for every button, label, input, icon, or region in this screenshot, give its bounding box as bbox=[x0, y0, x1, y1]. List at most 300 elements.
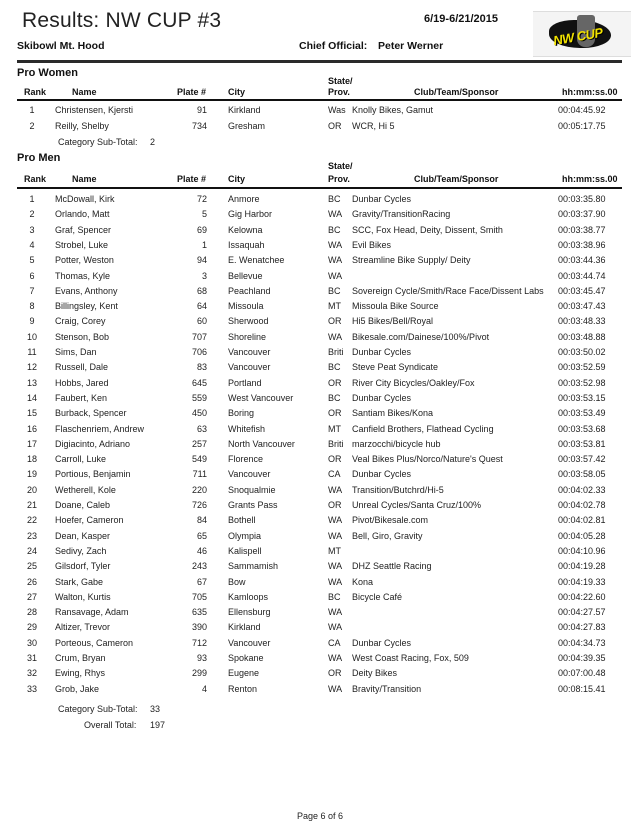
cell-plate: 712 bbox=[191, 637, 207, 648]
cell-name: Graf, Spencer bbox=[55, 224, 112, 235]
cell-city: Renton bbox=[228, 683, 258, 694]
cell-time: 00:03:52.98 bbox=[558, 377, 606, 388]
cell-name: Russell, Dale bbox=[55, 362, 109, 373]
cell-club: Veal Bikes Plus/Norco/Nature's Quest bbox=[352, 454, 503, 465]
venue: Skibowl Mt. Hood bbox=[17, 40, 105, 52]
cell-prov: WA bbox=[328, 239, 343, 250]
cell-name: Craig, Corey bbox=[55, 316, 106, 327]
cell-name: Stark, Gabe bbox=[55, 576, 104, 587]
cell-rank: 29 bbox=[26, 622, 37, 633]
cell-prov: BC bbox=[328, 392, 341, 403]
subtotal-label-pro-men: Category Sub-Total: bbox=[58, 704, 138, 714]
cell-time: 00:03:44.36 bbox=[558, 255, 606, 266]
cell-time: 00:03:44.74 bbox=[558, 270, 606, 281]
cell-club: Dunbar Cycles bbox=[352, 194, 412, 204]
cell-city: Kalispell bbox=[228, 545, 262, 556]
table-row bbox=[0, 546, 640, 562]
cell-prov: Briti bbox=[328, 438, 344, 449]
cell-club: Streamline Bike Supply/ Deity bbox=[352, 255, 471, 266]
cell-plate: 257 bbox=[191, 438, 207, 449]
cell-prov: WA bbox=[328, 270, 343, 281]
cell-plate: 4 bbox=[201, 683, 207, 694]
cell-plate: 1 bbox=[201, 239, 207, 250]
cell-prov: BC bbox=[328, 591, 341, 602]
cell-plate: 68 bbox=[196, 285, 207, 296]
cell-plate: 726 bbox=[191, 500, 207, 510]
cell-club: SCC, Fox Head, Deity, Dissent, Smith bbox=[352, 224, 503, 235]
cell-plate: 65 bbox=[196, 530, 207, 541]
table-row bbox=[0, 577, 640, 593]
cell-time: 00:04:05.28 bbox=[558, 530, 606, 541]
col-city: City bbox=[228, 87, 246, 97]
cell-prov: MT bbox=[328, 545, 341, 556]
col-rank: Rank bbox=[24, 87, 47, 97]
cell-plate: 390 bbox=[191, 622, 207, 633]
col-plate: Plate # bbox=[177, 87, 207, 97]
cell-city: Gig Harbor bbox=[228, 209, 273, 220]
cell-city: Bellevue bbox=[228, 270, 263, 281]
cell-rank: 2 bbox=[29, 209, 35, 220]
subtotal-label-pro-women: Category Sub-Total: bbox=[58, 137, 138, 147]
cell-city: Vancouver bbox=[228, 469, 271, 480]
cell-city: Bow bbox=[228, 576, 246, 587]
cell-club: DHZ Seattle Racing bbox=[352, 561, 432, 572]
cell-plate: 635 bbox=[191, 607, 207, 618]
cell-prov: WA bbox=[328, 653, 343, 663]
overall-total-value: 197 bbox=[150, 720, 166, 730]
cell-prov: WA bbox=[328, 255, 343, 266]
table-row bbox=[0, 561, 640, 577]
cell-club: Bravity/Transition bbox=[352, 683, 422, 694]
cell-club: Transition/Butchrd/Hi-5 bbox=[352, 484, 444, 495]
cell-rank: 2 bbox=[29, 121, 35, 131]
cell-club: Dunbar Cycles bbox=[352, 347, 412, 357]
table-row bbox=[0, 316, 640, 332]
cell-name: Porteous, Cameron bbox=[55, 637, 134, 648]
cell-plate: 299 bbox=[191, 668, 207, 679]
cell-name: Hobbs, Jared bbox=[55, 377, 109, 388]
cell-plate: 64 bbox=[196, 301, 207, 312]
cell-plate: 705 bbox=[191, 591, 207, 602]
cell-prov: WA bbox=[328, 209, 343, 220]
header-divider bbox=[17, 60, 622, 63]
table-row bbox=[0, 255, 640, 271]
table-row bbox=[0, 469, 640, 485]
cell-name: Potter, Weston bbox=[55, 255, 114, 266]
cell-rank: 6 bbox=[29, 270, 35, 281]
cell-rank: 1 bbox=[29, 105, 35, 115]
cell-city: Issaquah bbox=[228, 239, 265, 250]
cell-rank: 21 bbox=[26, 500, 37, 510]
cell-prov: BC bbox=[328, 362, 341, 373]
cell-club: Bicycle Café bbox=[352, 591, 403, 602]
col-time: hh:mm:ss.00 bbox=[562, 87, 618, 97]
table-row bbox=[0, 531, 640, 547]
cell-plate: 60 bbox=[196, 316, 207, 327]
cell-city: Grants Pass bbox=[228, 500, 278, 510]
cell-plate: 706 bbox=[191, 347, 207, 357]
cell-name: Stenson, Bob bbox=[55, 331, 110, 342]
cell-club: marzocchi/bicycle hub bbox=[352, 438, 441, 449]
cell-rank: 15 bbox=[26, 408, 37, 419]
cell-prov: WA bbox=[328, 607, 343, 618]
cell-plate: 93 bbox=[196, 653, 207, 663]
cell-rank: 18 bbox=[26, 454, 37, 465]
cell-name: Altizer, Trevor bbox=[55, 622, 111, 633]
col-club: Club/Team/Sponsor bbox=[414, 87, 499, 97]
cell-club: Santiam Bikes/Kona bbox=[352, 408, 434, 419]
table-row bbox=[0, 622, 640, 638]
cell-plate: 5 bbox=[201, 209, 207, 220]
cell-rank: 3 bbox=[29, 224, 35, 235]
logo-text: NW CUP bbox=[552, 24, 604, 49]
table-row bbox=[0, 408, 640, 424]
cell-city: Bothell bbox=[228, 515, 256, 526]
cell-time: 00:03:48.88 bbox=[558, 331, 606, 342]
subtotal-value-pro-men: 33 bbox=[150, 704, 161, 714]
table-row bbox=[0, 653, 640, 669]
cell-prov: WA bbox=[328, 530, 343, 541]
table-row bbox=[0, 271, 640, 287]
cell-time: 00:03:53.81 bbox=[558, 438, 606, 449]
cell-club: Dunbar Cycles bbox=[352, 637, 412, 648]
page-number: Page 6 of 6 bbox=[296, 811, 344, 821]
cell-time: 00:03:47.43 bbox=[558, 301, 606, 312]
col-prov-line2: Prov. bbox=[328, 174, 350, 184]
cell-prov: OR bbox=[328, 316, 342, 327]
cell-plate: 707 bbox=[191, 331, 207, 342]
cell-plate: 3 bbox=[201, 270, 207, 281]
cell-prov: WA bbox=[328, 331, 343, 342]
col-city: City bbox=[228, 174, 246, 184]
cell-city: Sherwood bbox=[228, 316, 269, 327]
cell-rank: 16 bbox=[26, 423, 37, 434]
cell-time: 00:04:02.78 bbox=[558, 500, 606, 510]
cell-rank: 24 bbox=[26, 545, 37, 556]
cell-time: 00:04:45.92 bbox=[558, 105, 606, 115]
cell-plate: 83 bbox=[196, 362, 207, 373]
cell-plate: 243 bbox=[191, 561, 207, 572]
cell-plate: 72 bbox=[196, 194, 207, 204]
table-row bbox=[0, 485, 640, 501]
cell-time: 00:04:19.33 bbox=[558, 576, 606, 587]
cell-prov: BC bbox=[328, 285, 341, 296]
cell-club: Dunbar Cycles bbox=[352, 392, 412, 403]
cell-time: 00:03:35.80 bbox=[558, 194, 606, 204]
cell-rank: 13 bbox=[26, 377, 37, 388]
cell-name: Sedivy, Zach bbox=[55, 545, 107, 556]
cell-prov: MT bbox=[328, 301, 341, 312]
cell-rank: 10 bbox=[26, 331, 37, 342]
cell-plate: 549 bbox=[191, 454, 207, 465]
cell-rank: 8 bbox=[29, 301, 35, 312]
table-row bbox=[0, 209, 640, 225]
cell-city: Olympia bbox=[228, 530, 262, 541]
table-row bbox=[0, 240, 640, 256]
cell-rank: 20 bbox=[26, 484, 37, 495]
cell-city: Portland bbox=[228, 377, 262, 388]
cell-rank: 30 bbox=[26, 637, 37, 648]
cell-city: Eugene bbox=[228, 668, 260, 679]
cell-city: E. Wenatchee bbox=[228, 255, 285, 266]
cell-city: Vancouver bbox=[228, 362, 271, 373]
col-rank: Rank bbox=[24, 174, 47, 184]
cell-plate: 220 bbox=[191, 484, 207, 495]
cell-plate: 69 bbox=[196, 224, 207, 235]
cell-plate: 91 bbox=[196, 105, 207, 115]
cell-time: 00:05:17.75 bbox=[558, 121, 606, 131]
page-title: Results: NW CUP #3 bbox=[22, 9, 222, 32]
table-row bbox=[0, 286, 640, 302]
cell-rank: 23 bbox=[26, 530, 37, 541]
cell-name: Hoefer, Cameron bbox=[55, 515, 124, 526]
cell-club: Canfield Brothers, Flathead Cycling bbox=[352, 423, 494, 434]
cell-name: Reilly, Shelby bbox=[55, 121, 109, 131]
table-row bbox=[0, 424, 640, 440]
cell-name: Billingsley, Kent bbox=[55, 301, 118, 312]
section-title-pro-men: Pro Men bbox=[17, 152, 61, 164]
cell-time: 00:03:53.49 bbox=[558, 408, 606, 419]
cell-club: Knolly Bikes, Gamut bbox=[352, 105, 434, 115]
cell-club: Bell, Giro, Gravity bbox=[352, 530, 423, 541]
cell-plate: 559 bbox=[191, 392, 207, 403]
cell-city: Boring bbox=[228, 408, 255, 419]
table-row bbox=[0, 684, 640, 700]
cell-club: Sovereign Cycle/Smith/Race Face/Dissent Labs bbox=[352, 285, 544, 296]
table-row bbox=[0, 607, 640, 623]
chief-official-label: Chief Official: bbox=[299, 40, 368, 52]
table-row bbox=[0, 500, 640, 516]
cell-time: 00:04:02.33 bbox=[558, 484, 606, 495]
table-row bbox=[0, 225, 640, 241]
cell-rank: 9 bbox=[29, 316, 35, 327]
table-row bbox=[0, 347, 640, 363]
table-row bbox=[0, 378, 640, 394]
cell-club: Gravity/TransitionRacing bbox=[352, 209, 451, 220]
cell-prov: MT bbox=[328, 423, 341, 434]
cell-prov: WA bbox=[328, 683, 343, 694]
cell-rank: 7 bbox=[29, 285, 35, 296]
col-prov-line2: Prov. bbox=[328, 87, 350, 97]
cell-name: McDowall, Kirk bbox=[55, 194, 115, 204]
cell-club: WCR, Hi 5 bbox=[352, 121, 395, 131]
cell-name: Dean, Kasper bbox=[55, 530, 111, 541]
cell-city: Peachland bbox=[228, 285, 271, 296]
cell-rank: 5 bbox=[29, 255, 35, 266]
cell-plate: 645 bbox=[191, 377, 207, 388]
table-row bbox=[0, 121, 640, 137]
col-club: Club/Team/Sponsor bbox=[414, 174, 499, 184]
cell-city: Vancouver bbox=[228, 347, 271, 357]
cell-time: 00:03:50.02 bbox=[558, 347, 606, 357]
cell-rank: 17 bbox=[26, 438, 37, 449]
cell-name: Gilsdorf, Tyler bbox=[55, 561, 111, 572]
cell-time: 00:04:39.35 bbox=[558, 653, 606, 663]
cell-name: Ransavage, Adam bbox=[55, 607, 129, 618]
overall-total-label: Overall Total: bbox=[84, 720, 137, 730]
header-rule-pro-men bbox=[17, 187, 622, 189]
cell-city: Vancouver bbox=[228, 637, 271, 648]
cell-time: 00:04:10.96 bbox=[558, 545, 606, 556]
cell-time: 00:07:00.48 bbox=[558, 668, 606, 679]
cell-rank: 26 bbox=[26, 576, 37, 587]
cell-name: Orlando, Matt bbox=[55, 209, 110, 220]
table-row bbox=[0, 592, 640, 608]
cell-rank: 28 bbox=[26, 607, 37, 618]
cell-rank: 14 bbox=[26, 392, 37, 403]
cell-name: Carroll, Luke bbox=[55, 454, 107, 465]
cell-club: Hi5 Bikes/Bell/Royal bbox=[352, 316, 434, 327]
header-rule-pro-women bbox=[17, 99, 622, 101]
cell-prov: BC bbox=[328, 194, 341, 204]
cell-city: Sammamish bbox=[228, 561, 279, 572]
subtotal-value-pro-women: 2 bbox=[150, 137, 156, 147]
cell-club: Steve Peat Syndicate bbox=[352, 362, 439, 373]
cell-rank: 25 bbox=[26, 561, 37, 572]
table-row bbox=[0, 454, 640, 470]
nw-cup-logo bbox=[533, 11, 631, 57]
table-row bbox=[0, 439, 640, 455]
cell-plate: 67 bbox=[196, 576, 207, 587]
cell-city: Kamloops bbox=[228, 591, 269, 602]
cell-name: Christensen, Kjersti bbox=[55, 105, 134, 115]
cell-time: 00:03:45.47 bbox=[558, 285, 606, 296]
cell-prov: OR bbox=[328, 377, 342, 388]
cell-city: Missoula bbox=[228, 301, 264, 312]
cell-city: Kirkland bbox=[228, 622, 261, 633]
cell-prov: OR bbox=[328, 668, 342, 679]
cell-prov: OR bbox=[328, 454, 342, 465]
cell-prov: Was bbox=[328, 105, 346, 115]
cell-name: Strobel, Luke bbox=[55, 239, 109, 250]
cell-club: Unreal Cycles/Santa Cruz/100% bbox=[352, 500, 482, 510]
cell-rank: 19 bbox=[26, 469, 37, 480]
cell-name: Walton, Kurtis bbox=[55, 591, 111, 602]
section-title-pro-women: Pro Women bbox=[17, 67, 78, 79]
cell-city: Gresham bbox=[228, 121, 266, 131]
cell-club: Missoula Bike Source bbox=[352, 301, 439, 312]
cell-rank: 11 bbox=[27, 347, 37, 357]
cell-time: 00:03:48.33 bbox=[558, 316, 606, 327]
cell-prov: Briti bbox=[328, 347, 344, 357]
cell-time: 00:04:27.83 bbox=[558, 622, 606, 633]
cell-name: Burback, Spencer bbox=[55, 408, 127, 419]
cell-time: 00:04:27.57 bbox=[558, 607, 606, 618]
cell-prov: BC bbox=[328, 224, 341, 235]
col-time: hh:mm:ss.00 bbox=[562, 174, 618, 184]
cell-name: Doane, Caleb bbox=[55, 500, 111, 510]
cell-time: 00:03:58.05 bbox=[558, 469, 606, 480]
cell-city: Kirkland bbox=[228, 105, 261, 115]
cell-rank: 31 bbox=[26, 653, 37, 663]
cell-name: Wetherell, Kole bbox=[55, 484, 116, 495]
cell-club: Bikesale.com/Dainese/100%/Pivot bbox=[352, 331, 490, 342]
table-row bbox=[0, 668, 640, 684]
cell-prov: OR bbox=[328, 500, 342, 510]
cell-club: Deity Bikes bbox=[352, 668, 398, 679]
cell-city: Shoreline bbox=[228, 331, 267, 342]
cell-prov: WA bbox=[328, 561, 343, 572]
table-row bbox=[0, 515, 640, 531]
cell-rank: 4 bbox=[29, 239, 35, 250]
cell-city: West Vancouver bbox=[228, 392, 294, 403]
cell-rank: 27 bbox=[26, 591, 37, 602]
cell-rank: 33 bbox=[26, 683, 37, 694]
cell-prov: WA bbox=[328, 515, 343, 526]
cell-time: 00:03:38.96 bbox=[558, 239, 606, 250]
cell-time: 00:08:15.41 bbox=[558, 683, 606, 694]
cell-time: 00:04:19.28 bbox=[558, 561, 606, 572]
cell-prov: CA bbox=[328, 469, 341, 480]
cell-name: Faubert, Ken bbox=[55, 392, 108, 403]
cell-prov: OR bbox=[328, 408, 342, 419]
table-row bbox=[0, 194, 640, 210]
cell-time: 00:03:37.90 bbox=[558, 209, 606, 220]
cell-time: 00:03:57.42 bbox=[558, 454, 606, 465]
cell-city: Florence bbox=[228, 454, 264, 465]
cell-name: Flaschenriem, Andrew bbox=[55, 423, 145, 434]
col-name: Name bbox=[72, 87, 97, 97]
cell-prov: OR bbox=[328, 121, 342, 131]
cell-rank: 22 bbox=[26, 515, 37, 526]
table-row bbox=[0, 105, 640, 121]
table-row bbox=[0, 638, 640, 654]
cell-plate: 46 bbox=[196, 545, 207, 556]
cell-name: Evans, Anthony bbox=[55, 285, 118, 296]
cell-time: 00:03:38.77 bbox=[558, 224, 606, 235]
cell-rank: 1 bbox=[29, 194, 35, 204]
cell-plate: 84 bbox=[196, 515, 207, 526]
col-plate: Plate # bbox=[177, 174, 207, 184]
col-prov-line1: State/ bbox=[328, 76, 353, 86]
table-row bbox=[0, 393, 640, 409]
cell-city: Snoqualmie bbox=[228, 484, 276, 495]
cell-city: Whitefish bbox=[228, 423, 266, 434]
cell-club: Kona bbox=[352, 576, 374, 587]
cell-club: River City Bicycles/Oakley/Fox bbox=[352, 377, 475, 388]
cell-time: 00:04:22.60 bbox=[558, 591, 606, 602]
cell-name: Sims, Dan bbox=[55, 347, 97, 357]
cell-city: Ellensburg bbox=[228, 607, 271, 618]
table-row bbox=[0, 301, 640, 317]
cell-prov: WA bbox=[328, 576, 343, 587]
cell-name: Thomas, Kyle bbox=[55, 270, 111, 281]
cell-club: Evil Bikes bbox=[352, 239, 392, 250]
cell-rank: 12 bbox=[26, 362, 37, 373]
table-row bbox=[0, 362, 640, 378]
cell-prov: WA bbox=[328, 622, 343, 633]
cell-name: Ewing, Rhys bbox=[55, 668, 106, 679]
cell-time: 00:04:02.81 bbox=[558, 515, 606, 526]
cell-city: Spokane bbox=[228, 653, 264, 663]
cell-club: Pivot/Bikesale.com bbox=[352, 515, 429, 526]
cell-plate: 734 bbox=[191, 121, 207, 131]
cell-time: 00:03:53.68 bbox=[558, 423, 606, 434]
cell-plate: 711 bbox=[192, 469, 207, 480]
col-prov-line1: State/ bbox=[328, 161, 353, 171]
event-dates: 6/19-6/21/2015 bbox=[424, 13, 499, 25]
cell-prov: CA bbox=[328, 637, 341, 648]
chief-official-name: Peter Werner bbox=[378, 40, 444, 52]
cell-club: Dunbar Cycles bbox=[352, 469, 412, 480]
cell-city: Anmore bbox=[228, 194, 260, 204]
cell-city: North Vancouver bbox=[228, 438, 295, 449]
table-row bbox=[0, 332, 640, 348]
cell-time: 00:03:53.15 bbox=[558, 392, 606, 403]
cell-name: Portious, Benjamin bbox=[55, 469, 131, 480]
cell-time: 00:04:34.73 bbox=[558, 637, 606, 648]
cell-plate: 94 bbox=[196, 255, 207, 266]
